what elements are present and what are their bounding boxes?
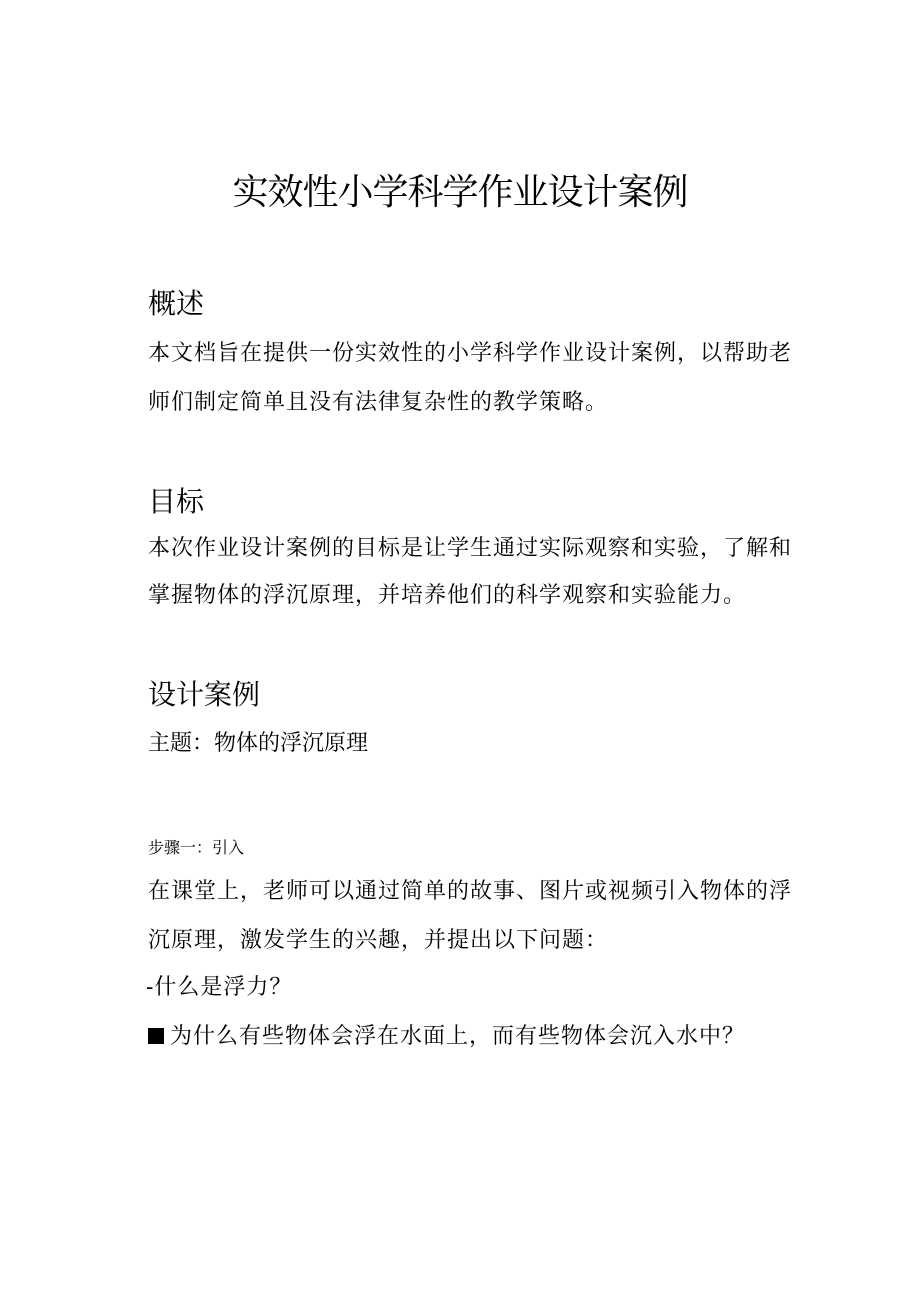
square-bullet-icon bbox=[148, 1028, 164, 1044]
goal-paragraph-line-1: 本次作业设计案例的目标是让学生通过实际观察和实验，了解和 bbox=[148, 536, 793, 561]
question-item-2 bbox=[148, 1021, 745, 1053]
question-item-1: -什么是浮力？ bbox=[146, 975, 293, 1000]
overview-paragraph-line-2: 师们制定简单且没有法律复杂性的教学策略。 bbox=[148, 390, 609, 415]
goal-paragraph-line-2: 掌握物体的浮沉原理，并培养他们的科学观察和实验能力。 bbox=[148, 583, 747, 608]
section-heading-overview: 概述 bbox=[148, 287, 205, 320]
design-step-1: 步骤一：引入 bbox=[148, 838, 245, 857]
document-title: 实效性小学科学作业设计案例 bbox=[232, 172, 688, 213]
question-item-2-text: 为什么有些物体会浮在水面上，而有些物体会沉入水中？ bbox=[170, 1024, 746, 1049]
overview-paragraph-line-1: 本文档旨在提供一份实效性的小学科学作业设计案例，以帮助老 bbox=[148, 341, 793, 366]
section-heading-goal: 目标 bbox=[148, 485, 205, 518]
design-paragraph-line-1: 在课堂上，老师可以通过简单的故事、图片或视频引入物体的浮 bbox=[148, 879, 793, 904]
section-heading-design: 设计案例 bbox=[148, 678, 261, 711]
design-topic: 主题：物体的浮沉原理 bbox=[148, 731, 369, 756]
design-paragraph-line-2: 沉原理，激发学生的兴趣，并提出以下问题： bbox=[148, 928, 609, 953]
